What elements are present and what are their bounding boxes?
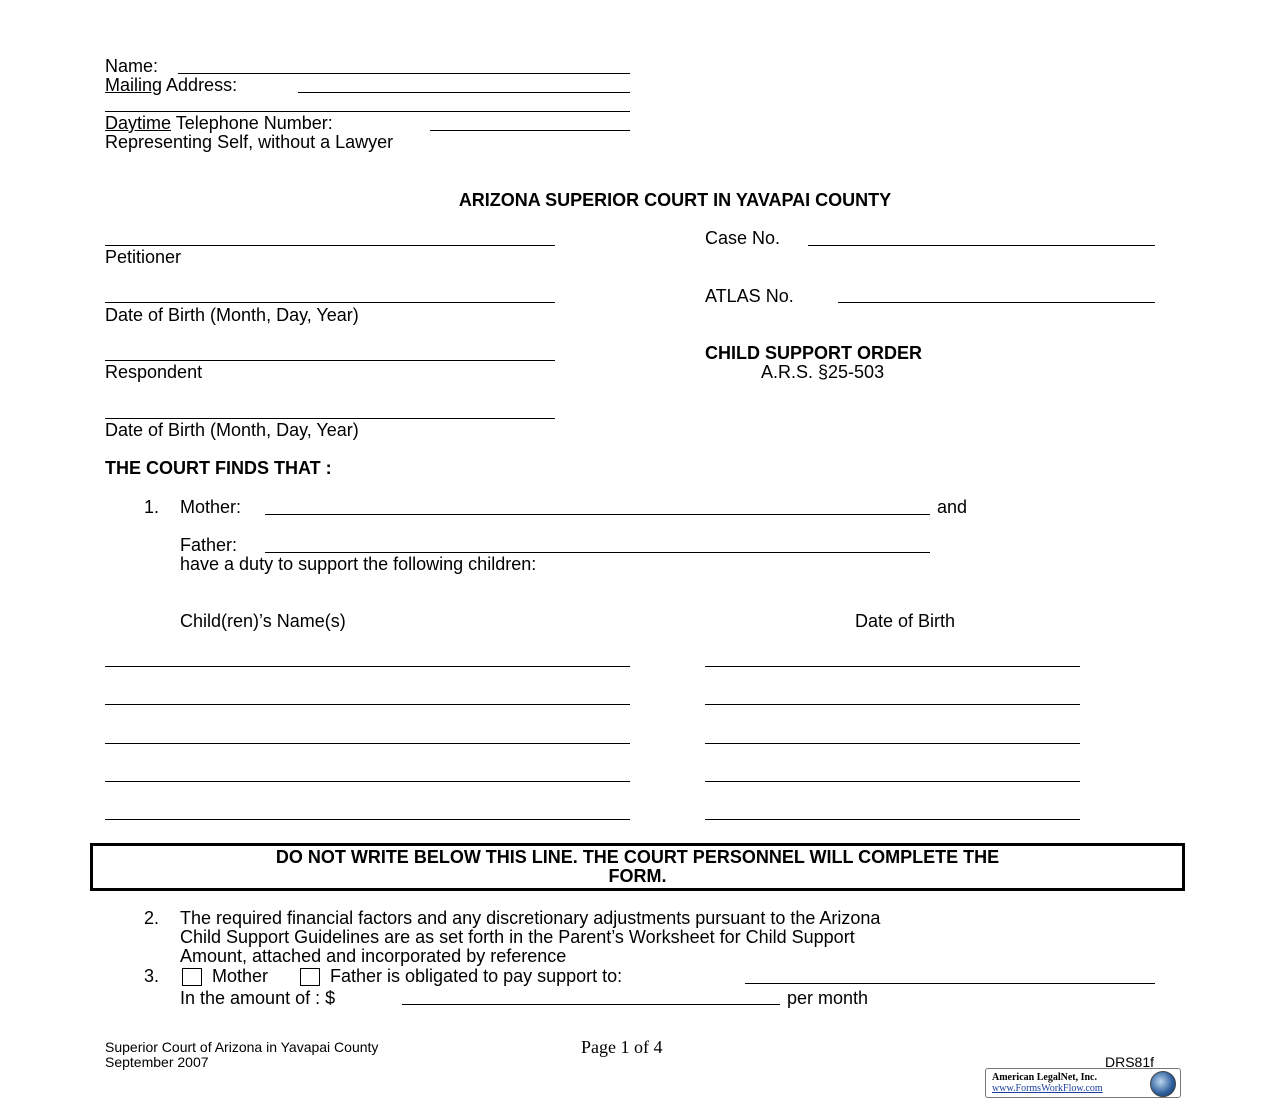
name-label: Name: bbox=[105, 56, 159, 76]
father-label: Father: bbox=[180, 535, 238, 555]
item-1-number: 1. bbox=[144, 497, 160, 517]
court-title: ARIZONA SUPERIOR COURT IN YAVAPAI COUNTY bbox=[458, 190, 892, 210]
globe-icon bbox=[1150, 1071, 1176, 1097]
mother-label: Mother: bbox=[180, 497, 242, 517]
respondent-dob-label: Date of Birth (Month, Day, Year) bbox=[105, 420, 359, 440]
child-dob-line[interactable] bbox=[705, 666, 1080, 667]
item-2-line-1: The required financial factors and any discretionary adjustments pursuant to the Arizona bbox=[180, 908, 881, 928]
notice-line-1: DO NOT WRITE BELOW THIS LINE. THE COURT PERSONNEL WILL COMPLETE THE bbox=[275, 847, 1000, 867]
father-checkbox[interactable] bbox=[300, 968, 320, 986]
representing-text: Representing Self, without a Lawyer bbox=[105, 132, 394, 152]
child-name-line[interactable] bbox=[105, 819, 630, 820]
child-name-line[interactable] bbox=[105, 666, 630, 667]
dob-column-header: Date of Birth bbox=[855, 611, 956, 631]
respondent-input-line[interactable] bbox=[105, 360, 555, 361]
child-dob-line[interactable] bbox=[705, 743, 1080, 744]
daytime-phone-label bbox=[105, 113, 333, 133]
notice-line-2: FORM. bbox=[608, 866, 667, 886]
duty-text: have a duty to support the following children: bbox=[180, 554, 537, 574]
child-name-line[interactable] bbox=[105, 704, 630, 705]
item-2-line-3: Amount, attached and incorporated by reference bbox=[180, 946, 567, 966]
respondent-dob-input-line[interactable] bbox=[105, 418, 555, 419]
daytime-phone-input-line[interactable] bbox=[430, 130, 630, 131]
child-dob-line[interactable] bbox=[705, 781, 1080, 782]
petitioner-label: Petitioner bbox=[105, 247, 182, 267]
daytime-underlined: Daytime bbox=[105, 113, 172, 133]
statute-reference: A.R.S. §25-503 bbox=[761, 362, 885, 382]
petitioner-input-line[interactable] bbox=[105, 245, 555, 246]
item-2-line-2: Child Support Guidelines are as set forth in the Parent’s Worksheet for Child Support bbox=[180, 927, 855, 947]
name-input-line[interactable] bbox=[178, 73, 630, 74]
and-text: and bbox=[937, 497, 968, 517]
mailing-underlined: Mailing bbox=[105, 75, 163, 95]
petitioner-dob-input-line[interactable] bbox=[105, 302, 555, 303]
findings-heading: THE COURT FINDS THAT : bbox=[105, 458, 332, 478]
amount-input-line[interactable] bbox=[402, 1004, 780, 1005]
page-number: Page 1 of 4 bbox=[581, 1037, 663, 1057]
item-3-number: 3. bbox=[144, 966, 160, 986]
child-dob-line[interactable] bbox=[705, 819, 1080, 820]
mailing-address-input-line-2[interactable] bbox=[105, 111, 630, 112]
petitioner-dob-label: Date of Birth (Month, Day, Year) bbox=[105, 305, 359, 325]
father-input-line[interactable] bbox=[265, 552, 930, 553]
child-dob-line[interactable] bbox=[705, 704, 1080, 705]
case-no-label: Case No. bbox=[705, 228, 781, 248]
child-name-line[interactable] bbox=[105, 781, 630, 782]
mother-option-label: Mother bbox=[212, 966, 269, 986]
logo-company-name: American LegalNet, Inc. bbox=[992, 1072, 1097, 1083]
logo-website[interactable]: www.FormsWorkFlow.com bbox=[992, 1083, 1103, 1094]
case-no-input-line[interactable] bbox=[808, 245, 1155, 246]
form-code: DRS81f bbox=[1105, 1054, 1155, 1070]
footer-date: September 2007 bbox=[105, 1054, 209, 1070]
atlas-no-input-line[interactable] bbox=[838, 302, 1155, 303]
amount-label: In the amount of : $ bbox=[180, 988, 336, 1008]
child-name-line[interactable] bbox=[105, 743, 630, 744]
order-title: CHILD SUPPORT ORDER bbox=[705, 343, 923, 363]
mailing-address-input-line[interactable] bbox=[298, 92, 630, 93]
atlas-no-label: ATLAS No. bbox=[705, 286, 794, 306]
support-payee-input-line[interactable] bbox=[745, 983, 1155, 984]
item-2-number: 2. bbox=[144, 908, 160, 928]
father-option-label: Father is obligated to pay support to: bbox=[330, 966, 623, 986]
per-month-label: per month bbox=[787, 988, 869, 1008]
court-personnel-notice-box bbox=[90, 843, 1185, 891]
daytime-rest: Telephone Number: bbox=[171, 113, 333, 133]
mother-checkbox[interactable] bbox=[182, 968, 202, 986]
american-legalnet-logo[interactable] bbox=[985, 1068, 1181, 1098]
respondent-label: Respondent bbox=[105, 362, 203, 382]
mailing-address-label bbox=[105, 75, 237, 95]
footer-court: Superior Court of Arizona in Yavapai County bbox=[105, 1039, 379, 1055]
mother-input-line[interactable] bbox=[265, 514, 930, 515]
mailing-rest: Address: bbox=[162, 75, 238, 95]
children-name-column-header: Child(ren)’s Name(s) bbox=[180, 611, 346, 631]
